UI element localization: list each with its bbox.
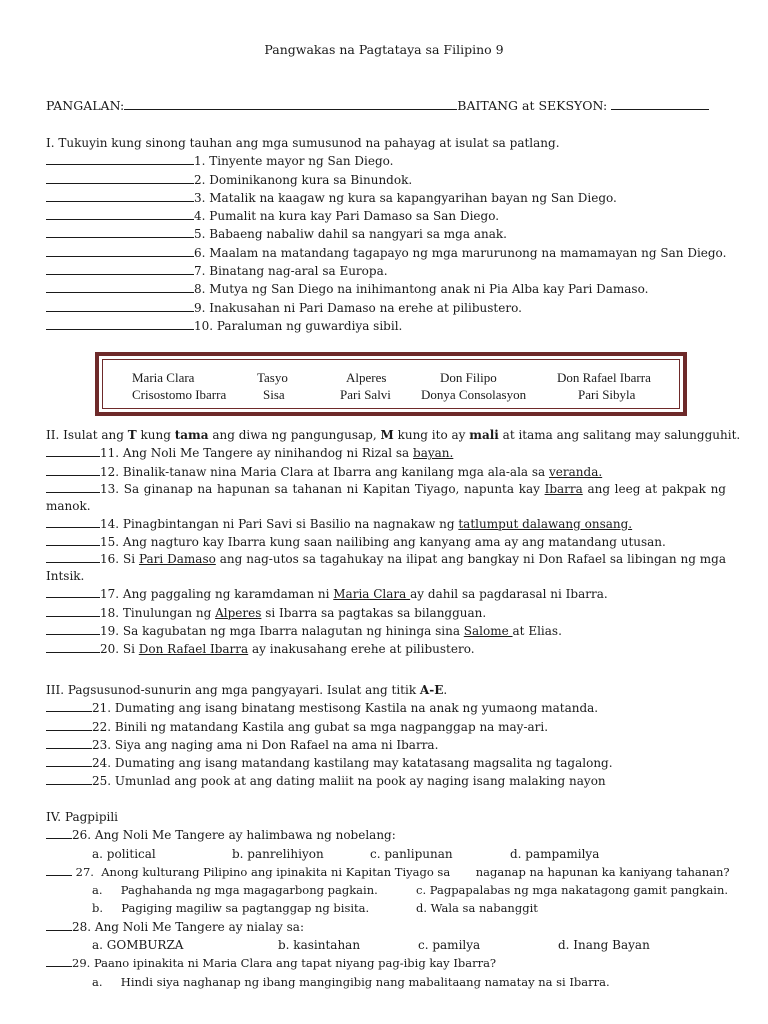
name-label: PANGALAN: xyxy=(46,98,125,113)
list-item: 17. Ang paggaling ng karamdaman ni Maria Clara ay dahil sa pagdarasal ni Ibarra. xyxy=(46,585,726,603)
list-item: 12. Binalik-tanaw nina Maria Clara at Ibarra ang kanilang mga ala-ala sa veranda. xyxy=(46,463,726,481)
list-item: 13. Sa ginanap na hapunan sa tahanan ni Kapitan Tiyago, napunta kay Ibarra ang leeg at pakpak ng manok. xyxy=(46,481,726,513)
answer-blank[interactable] xyxy=(46,919,72,931)
answer-blank[interactable] xyxy=(46,641,100,653)
part-1-heading: I. Tukuyin kung sinong tauhan ang mga sumusunod na pahayag at isulat sa patlang. xyxy=(46,136,560,150)
option[interactable]: a. GOMBURZA xyxy=(92,938,184,953)
list-item: 22. Binili ng matandang Kastila ang gubat sa mga nagpanggap na may-ari. xyxy=(46,718,726,736)
answer-blank[interactable] xyxy=(46,551,100,563)
list-item: 16. Si Pari Damaso ang nag-utos sa tagahukay na ilipat ang bangkay ni Don Rafael sa libingan ng mga Intsik. xyxy=(46,552,726,584)
choice-item: Maria Clara xyxy=(132,370,195,385)
grade-section-blank[interactable] xyxy=(611,98,709,110)
answer-blank[interactable] xyxy=(46,172,194,184)
list-item: 24. Dumating ang isang matandang kastilang may katatasang magsalita ng tagalong. xyxy=(46,754,726,772)
choices-box xyxy=(95,352,687,416)
answer-blank[interactable] xyxy=(46,153,194,165)
option[interactable]: d. Wala sa nabanggit xyxy=(416,901,538,916)
list-item: 10. Paraluman ng guwardiya sibil. xyxy=(46,317,726,335)
answer-blank[interactable] xyxy=(46,719,92,731)
question-27: 27. Anong kulturang Pilipino ang ipinakita ni Kapitan Tiyago sa naganap na hapunan ka kaniyang tahanan? xyxy=(46,863,726,881)
choice-item: Pari Sibyla xyxy=(578,387,636,402)
choice-item: Alperes xyxy=(346,370,387,385)
part-3 xyxy=(46,681,726,791)
answer-blank[interactable] xyxy=(46,700,92,712)
list-item: 20. Si Don Rafael Ibarra ay inakusahang erehe at pilibustero. xyxy=(46,640,726,658)
answer-blank[interactable] xyxy=(46,208,194,220)
answer-blank[interactable] xyxy=(46,226,194,238)
answer-blank[interactable] xyxy=(46,827,72,839)
choice-item: Pari Salvi xyxy=(340,387,391,402)
choices-row-2 xyxy=(99,386,683,403)
answer-blank[interactable] xyxy=(46,263,194,275)
question-29-options xyxy=(46,973,726,991)
option[interactable]: a. Hindi siya naghanap ng ibang mangingibig nang mabalitaang namatay na si Ibarra. xyxy=(92,974,610,989)
part-1 xyxy=(46,134,726,335)
grade-section-label: BAITANG at SEKSYON: xyxy=(457,98,612,113)
question-28: 28. Ang Noli Me Tangere ay nialay sa: xyxy=(46,918,726,936)
answer-blank[interactable] xyxy=(46,445,100,457)
choice-item: Donya Consolasyon xyxy=(421,387,527,402)
part-4-heading: IV. Pagpipili xyxy=(46,810,119,824)
answer-blank[interactable] xyxy=(46,318,194,330)
question-26-options xyxy=(46,845,726,863)
list-item: 3. Matalik na kaagaw ng kura sa kapangyarihan bayan ng San Diego. xyxy=(46,189,726,207)
question-27-options-row-2 xyxy=(46,899,726,917)
list-item: 9. Inakusahan ni Pari Damaso na erehe at pilibustero. xyxy=(46,299,726,317)
answer-blank[interactable] xyxy=(46,300,194,312)
list-item: 25. Umunlad ang pook at ang dating maliit na pook ay naging isang malaking nayon xyxy=(46,772,726,790)
part-2-heading: II. Isulat ang T kung tama ang diwa ng pangungusap, M kung ito ay mali at itama ang salitang may salungguhit. xyxy=(46,428,741,442)
answer-blank[interactable] xyxy=(46,623,100,635)
option[interactable]: b. Pagiging magiliw sa pagtanggap ng bisita. xyxy=(92,901,370,916)
option[interactable]: c. Pagpapalabas ng mga nakatagong gamit pangkain. xyxy=(416,883,729,898)
answer-blank[interactable] xyxy=(46,281,194,293)
option[interactable]: c. pamilya xyxy=(418,938,481,953)
answer-blank[interactable] xyxy=(46,190,194,202)
option[interactable]: b. kasintahan xyxy=(278,938,361,953)
part-2 xyxy=(46,426,741,659)
choice-item: Sisa xyxy=(263,387,285,402)
list-item: 5. Babaeng nabaliw dahil sa nangyari sa mga anak. xyxy=(46,225,726,243)
answer-blank[interactable] xyxy=(46,516,100,528)
choice-item: Crisostomo Ibarra xyxy=(132,387,227,402)
answer-blank[interactable] xyxy=(46,773,92,785)
answer-blank[interactable] xyxy=(46,245,194,257)
exam-title: Pangwakas na Pagtataya sa Filipino 9 xyxy=(264,42,504,57)
list-item: 2. Dominikanong kura sa Binundok. xyxy=(46,171,726,189)
option[interactable]: d. Inang Bayan xyxy=(558,938,650,953)
list-item: 7. Binatang nag-aral sa Europa. xyxy=(46,262,726,280)
answer-blank[interactable] xyxy=(46,534,100,546)
question-26: 26. Ang Noli Me Tangere ay halimbawa ng nobelang: xyxy=(46,826,726,844)
list-item: 19. Sa kagubatan ng mga Ibarra nalagutan ng hininga sina Salome at Elias. xyxy=(46,622,726,640)
question-27-options-row-1 xyxy=(46,881,729,899)
answer-blank[interactable] xyxy=(46,481,100,493)
part-4 xyxy=(46,808,730,991)
name-grade-line xyxy=(46,98,726,113)
choice-item: Don Rafael Ibarra xyxy=(557,370,651,385)
list-item: 18. Tinulungan ng Alperes si Ibarra sa pagtakas sa bilangguan. xyxy=(46,604,726,622)
choice-item: Don Filipo xyxy=(440,370,497,385)
choices-row-1 xyxy=(99,369,683,386)
answer-blank[interactable] xyxy=(46,755,92,767)
answer-blank[interactable] xyxy=(46,605,100,617)
answer-blank[interactable] xyxy=(46,586,100,598)
choice-item: Tasyo xyxy=(257,370,288,385)
question-29: 29. Paano ipinakita ni Maria Clara ang tapat niyang pag-ibig kay Ibarra? xyxy=(46,954,726,972)
answer-blank[interactable] xyxy=(46,864,72,876)
list-item: 4. Pumalit na kura kay Pari Damaso sa San Diego. xyxy=(46,207,726,225)
part-3-heading: III. Pagsusunod-sunurin ang mga pangyayari. Isulat ang titik A-E. xyxy=(46,683,448,697)
list-item: 6. Maalam na matandang tagapayo ng mga marurunong na mamamayan ng San Diego. xyxy=(46,244,726,262)
list-item: 21. Dumating ang isang binatang mestisong Kastila na anak ng yumaong matanda. xyxy=(46,699,726,717)
list-item: 23. Siya ang naging ama ni Don Rafael na ama ni Ibarra. xyxy=(46,736,726,754)
option[interactable]: b. panrelihiyon xyxy=(232,846,324,861)
option[interactable]: a. political xyxy=(92,846,156,861)
option[interactable]: a. Paghahanda ng mga magagarbong pagkain. xyxy=(92,883,378,898)
name-blank[interactable] xyxy=(124,98,457,110)
answer-blank[interactable] xyxy=(46,955,72,967)
answer-blank[interactable] xyxy=(46,464,100,476)
list-item: 1. Tinyente mayor ng San Diego. xyxy=(46,152,726,170)
option[interactable]: c. panlipunan xyxy=(370,846,453,861)
list-item: 14. Pinagbintangan ni Pari Savi si Basilio na nagnakaw ng tatlumput dalawang onsang. xyxy=(46,515,726,533)
question-28-options xyxy=(46,936,726,954)
list-item: 11. Ang Noli Me Tangere ay ninihandog ni Rizal sa bayan. xyxy=(46,444,726,462)
list-item: 15. Ang nagturo kay Ibarra kung saan nailibing ang kanyang ama ay ang matandang utusan. xyxy=(46,533,726,551)
option[interactable]: d. pampamilya xyxy=(510,846,600,861)
list-item: 8. Mutya ng San Diego na inihimantong anak ni Pia Alba kay Pari Damaso. xyxy=(46,280,726,298)
answer-blank[interactable] xyxy=(46,737,92,749)
